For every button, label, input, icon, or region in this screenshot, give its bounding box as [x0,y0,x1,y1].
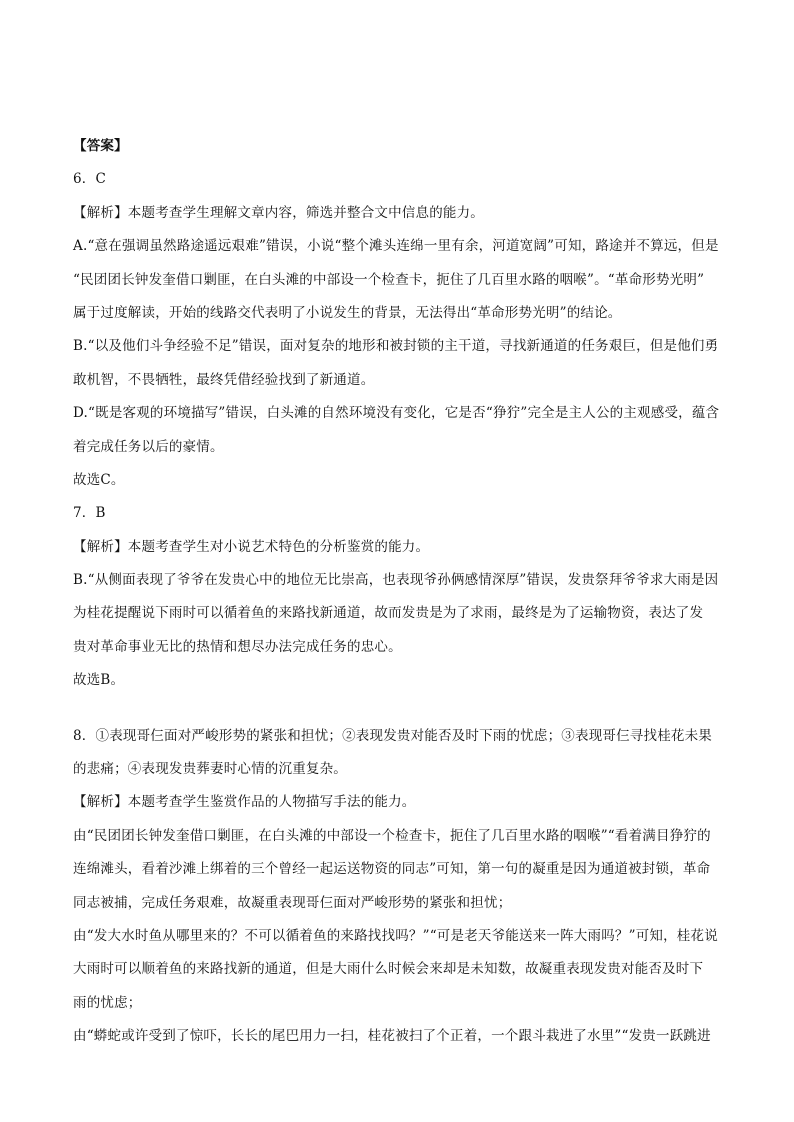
q8-para3-line-1: 由“蟒蛇或许受到了惊吓，长长的尾巴用力一扫，桂花被扫了个正着，一个跟斗栽进了水里”“发贵一跃跳进 [73,1028,711,1045]
q8-para2-line-2: 大雨时可以顺着鱼的来路找新的通道，但是大雨什么时候会来却是未知数，故凝重表现发贵对能否及时下 [73,961,704,978]
q7-option-b-line-3: 贵对革命事业无比的热情和想尽办法完成任务的忠心。 [73,638,402,655]
q8-answer-line-2: 的悲痛；④表现发贵葬妻时心情的沉重复杂。 [73,761,347,778]
q7-option-b-line-2: 为桂花提醒说下雨时可以循着鱼的来路找新通道，故而发贵是为了求雨，最终是为了运输物资，表达了发 [73,605,704,622]
q7-analysis-intro: 【解析】本题考查学生对小说艺术特色的分析鉴赏的能力。 [73,538,430,555]
q7-answer: 7．B [73,505,106,522]
q8-para2-line-3: 雨的忧虑； [73,994,142,1011]
q6-option-d-line-2: 着完成任务以后的豪情。 [73,438,224,455]
q8-para1-line-3: 同志被捕，完成任务艰难，故凝重表现哥仨面对严峻形势的紧张和担忧； [73,894,512,911]
q6-conclusion: 故选C。 [73,471,125,488]
q6-analysis-intro: 【解析】本题考查学生理解文章内容，筛选并整合文中信息的能力。 [73,204,484,221]
q8-answer-line-1: 8．①表现哥仨面对严峻形势的紧张和担忧；②表现发贵对能否及时下雨的忧虑；③表现哥仨寻找桂花未果 [73,727,712,744]
section-gap [73,698,723,720]
q6-option-b-line-2: 敢机智，不畏牺牲，最终凭借经验找到了新通道。 [73,371,375,388]
answer-heading: 【答案】 [73,138,128,154]
q6-option-a-line-2: “民团团长钟发奎借口剿匪，在白头滩的中部设一个检查卡，扼住了几百里水路的咽喉”。“革命形势光明” [73,271,705,288]
q6-option-a-line-1: A.“意在强调虽然路途遥远艰难”错误，小说“整个滩头连绵一里有余，河道宽阔”可知，路途并不算远，但是 [73,238,719,255]
q8-para1-line-2: 连绵滩头，看着沙滩上绑着的三个曾经一起运送物资的同志”可知，第一句的凝重是因为通道被封锁，革命 [73,861,711,878]
q8-para1-line-1: 由“民团团长钟发奎借口剿匪，在白头滩的中部设一个检查卡，扼住了几百里水路的咽喉”“看着满目狰狞的 [73,827,711,844]
q8-para2-line-1: 由“发大水时鱼从哪里来的？不可以循着鱼的来路找找吗？”“可是老天爷能送来一阵大雨吗？”可知，桂花说 [73,927,718,944]
q6-answer: 6．C [73,171,107,188]
q6-option-b-line-1: B.“以及他们斗争经验不足”错误，面对复杂的地形和被封锁的主干道，寻找新通道的任务艰巨，但是他们勇 [73,338,719,355]
q6-option-d-line-1: D.“既是客观的环境描写”错误，白头滩的自然环境没有变化，它是否“狰狞”完全是主人公的主观感受，蕴含 [73,405,720,422]
q7-conclusion: 故选B。 [73,672,125,689]
q6-option-a-line-3: 属于过度解读，开始的线路交代表明了小说发生的背景，无法得出“革命形势光明”的结论。 [73,304,622,321]
q8-analysis-intro: 【解析】本题考查学生鉴赏作品的人物描写手法的能力。 [73,794,416,811]
document-page [73,130,723,1054]
q7-option-b-line-1: B.“从侧面表现了爷爷在发贵心中的地位无比崇高，也表现爷孙俩感情深厚”错误，发贵祭拜爷爷求大雨是因 [73,572,719,589]
